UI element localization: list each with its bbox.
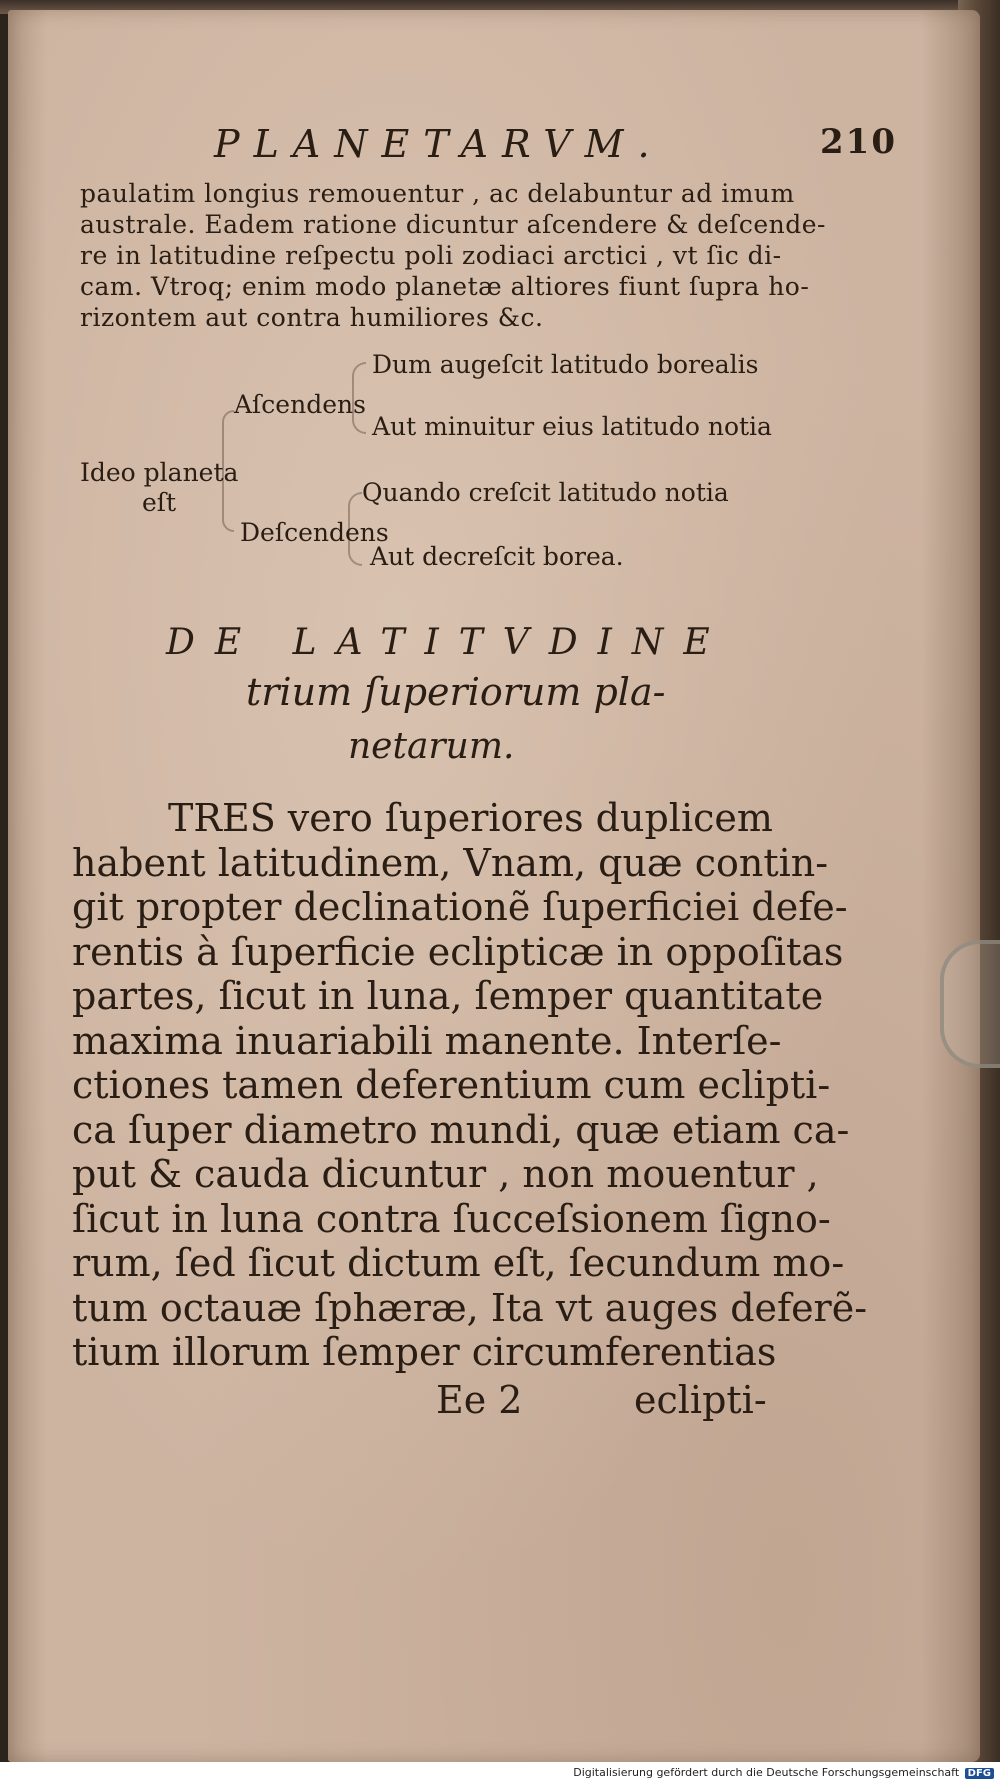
table-ascend-label: Aſcendens [234,390,366,419]
section-heading-line-2: trium ſuperiorum pla- [246,670,666,714]
main-paragraph [72,796,867,1375]
table-lead-line-1: Ideo planeta [80,458,239,487]
text-line: cam. Vtroq; enim modo planetæ altiores fiunt ſupra ho- [80,272,810,301]
table-ascend-case-1: Dum augeſcit latitudo borealis [372,350,759,379]
text-line: australe. Eadem ratione dicuntur aſcendere & deſcende- [80,210,827,239]
running-head: PLANETARVM. [214,122,664,166]
catchword: eclipti- [634,1378,767,1422]
page-leaf [8,10,980,1762]
text-line: ſicut in luna contra ſucceſsionem ſigno- [72,1196,831,1241]
table-lead-line-2: eſt [142,488,177,517]
table-ascend-case-2: Aut minuitur eius latitudo notia [372,412,772,441]
text-line: habent latitudinem, Vnam, quæ contin- [72,840,829,885]
text-line: TRES vero ſuperiores duplicem [168,796,773,840]
text-line: put & cauda dicuntur , non mouentur , [72,1152,819,1196]
signature-mark: Ee 2 [436,1378,523,1422]
text-line: rum, ſed ſicut dictum eſt, ſecundum mo- [72,1241,845,1285]
text-line: ctiones tamen deferentium cum eclipti- [72,1063,831,1107]
text-line: rizontem aut contra humiliores &c. [80,303,544,332]
table-descend-label: Deſcendens [240,518,389,547]
section-heading-line-3: netarum. [348,726,515,767]
digitization-credit [573,1766,994,1779]
book-clasp [940,940,1000,1068]
text-line: git propter declinationẽ ſuperficiei defe- [72,885,848,929]
text-line: ca ſuper diametro mundi, quæ etiam ca- [72,1107,850,1152]
table-descend-case-2: Aut decreſcit borea. [370,542,624,571]
text-line: re in latitudine reſpectu poli zodiaci arctici , vt ſic di- [80,241,782,270]
text-line: paulatim longius remouentur , ac delabuntur ad imum [80,179,795,208]
credit-text: Digitalisierung gefördert durch die Deutsche Forschungsgemeinschaft [573,1766,960,1779]
text-line: tium illorum ſemper circumferentias [72,1330,777,1374]
section-heading-line-1: DE LATITVDINE [166,622,730,663]
text-line: partes, ſicut in luna, ſemper quantitate [72,974,824,1018]
text-line: rentis à ſuperficie eclipticæ in oppoſitas [72,929,844,974]
intro-paragraph [80,178,827,333]
text-line: tum octauæ ſphæræ, Ita vt auges deferẽ- [72,1285,868,1330]
page-number: 210 [820,122,897,162]
table-descend-case-1: Quando creſcit latitudo notia [362,478,729,507]
text-line: maxima inuariabili manente. Interſe- [72,1018,782,1063]
dfg-logo: DFG [965,1768,994,1779]
